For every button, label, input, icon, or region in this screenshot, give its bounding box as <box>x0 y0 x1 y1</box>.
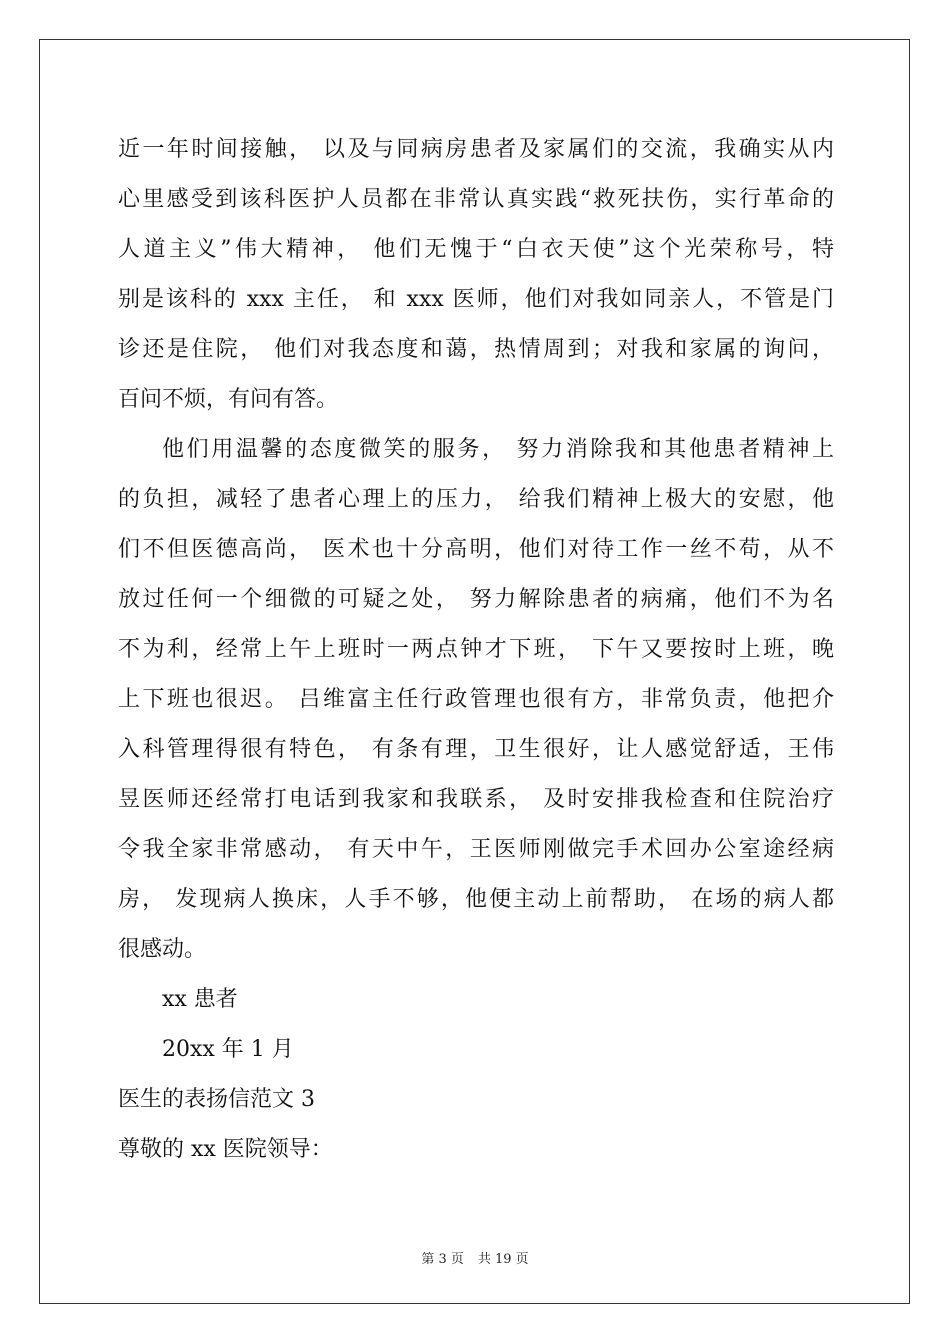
page-footer <box>0 1248 950 1267</box>
signature: xx 患者 <box>162 987 238 1012</box>
text-line: 人道主义”伟大精神， 他们无愧于“白衣天使”这个光荣称号，特 <box>118 237 834 262</box>
text-line: 上下班也很迟。 吕维富主任行政管理也很有方，非常负责，他把介 <box>118 687 834 712</box>
section-title: 医生的表扬信范文 3 <box>118 1087 315 1112</box>
text-line: 的负担，减轻了患者心理上的压力， 给我们精神上极大的安慰，他 <box>118 487 834 512</box>
text-line: 昱医师还经常打电话到我家和我联系， 及时安排我检查和住院治疗 <box>118 787 834 812</box>
salutation: 尊敬的 xx 医院领导： <box>118 1137 333 1162</box>
document-body <box>118 125 834 1175</box>
text-line: 很感动。 <box>118 937 207 962</box>
page-number: 第 3 页 <box>421 1252 464 1267</box>
text-line: 诊还是住院， 他们对我态度和蔼，热情周到；对我和家属的询问， <box>118 337 834 362</box>
text-line: 百问不烦，有问有答。 <box>118 387 339 412</box>
text-line: 他们用温馨的态度微笑的服务， 努力消除我和其他患者精神上 <box>162 437 834 462</box>
text-line: 心里感受到该科医护人员都在非常认真实践“救死扶伤，实行革命的 <box>118 187 834 212</box>
text-line: 不为利，经常上午上班时一两点钟才下班， 下午又要按时上班，晚 <box>118 637 834 662</box>
page-total: 共 19 页 <box>477 1252 529 1267</box>
text-line: 令我全家非常感动， 有天中午，王医师刚做完手术回办公室途经病 <box>118 837 834 862</box>
text-line: 房， 发现病人换床，人手不够，他便主动上前帮助， 在场的病人都 <box>118 887 834 912</box>
text-line: 入科管理得很有特色， 有条有理，卫生很好，让人感觉舒适，王伟 <box>118 737 834 762</box>
text-line: 放过任何一个细微的可疑之处， 努力解除患者的病痛，他们不为名 <box>118 587 834 612</box>
text-line: 们不但医德高尚， 医术也十分高明，他们对待工作一丝不苟，从不 <box>118 537 834 562</box>
letter-date: 20xx 年 1 月 <box>162 1037 294 1062</box>
text-line: 近一年时间接触， 以及与同病房患者及家属们的交流，我确实从内 <box>118 137 834 162</box>
text-line: 别是该科的 xxx 主任， 和 xxx 医师，他们对我如同亲人，不管是门 <box>118 287 834 312</box>
